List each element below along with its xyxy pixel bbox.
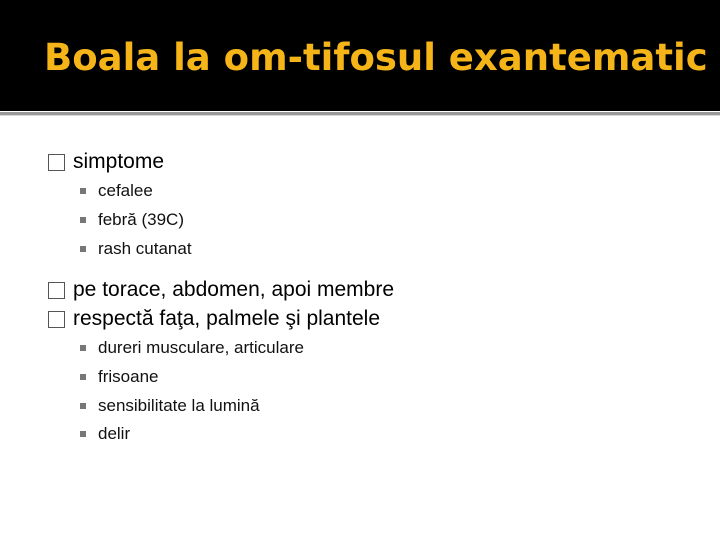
bullet-respecta (48, 307, 380, 331)
sub-bullet-text: dureri musculare, articulare (98, 338, 304, 357)
slide-title: Boala la om-tifosul exantematic (44, 36, 708, 79)
bullet-torace (48, 278, 394, 302)
checkbox-bullet-icon (48, 282, 65, 299)
square-bullet-icon (80, 345, 86, 351)
sub-bullet-text: frisoane (98, 367, 159, 386)
square-bullet-icon (80, 431, 86, 437)
title-divider-light (0, 115, 720, 116)
square-bullet-icon (80, 374, 86, 380)
sub-bullet (80, 239, 192, 259)
bullet-text: pe torace, abdomen, apoi membre (73, 278, 395, 301)
sub-bullet (80, 396, 260, 416)
sub-bullet-text: sensibilitate la lumină (98, 396, 260, 415)
sub-bullet (80, 424, 130, 444)
checkbox-bullet-icon (48, 311, 65, 328)
sub-bullet-text: febră (39C) (98, 210, 184, 229)
square-bullet-icon (80, 188, 86, 194)
bullet-text: respectă faţa, palmele şi plantele (73, 307, 381, 330)
sub-bullet (80, 181, 153, 201)
sub-bullet-text: rash cutanat (98, 239, 192, 258)
bullet-simptome (48, 150, 164, 174)
sub-bullet (80, 338, 304, 358)
sub-bullet-text: cefalee (98, 181, 153, 200)
square-bullet-icon (80, 217, 86, 223)
square-bullet-icon (80, 403, 86, 409)
bullet-text: simptome (73, 150, 165, 173)
sub-bullet (80, 367, 158, 387)
square-bullet-icon (80, 246, 86, 252)
checkbox-bullet-icon (48, 154, 65, 171)
sub-bullet (80, 210, 184, 230)
sub-bullet-text: delir (98, 424, 131, 443)
